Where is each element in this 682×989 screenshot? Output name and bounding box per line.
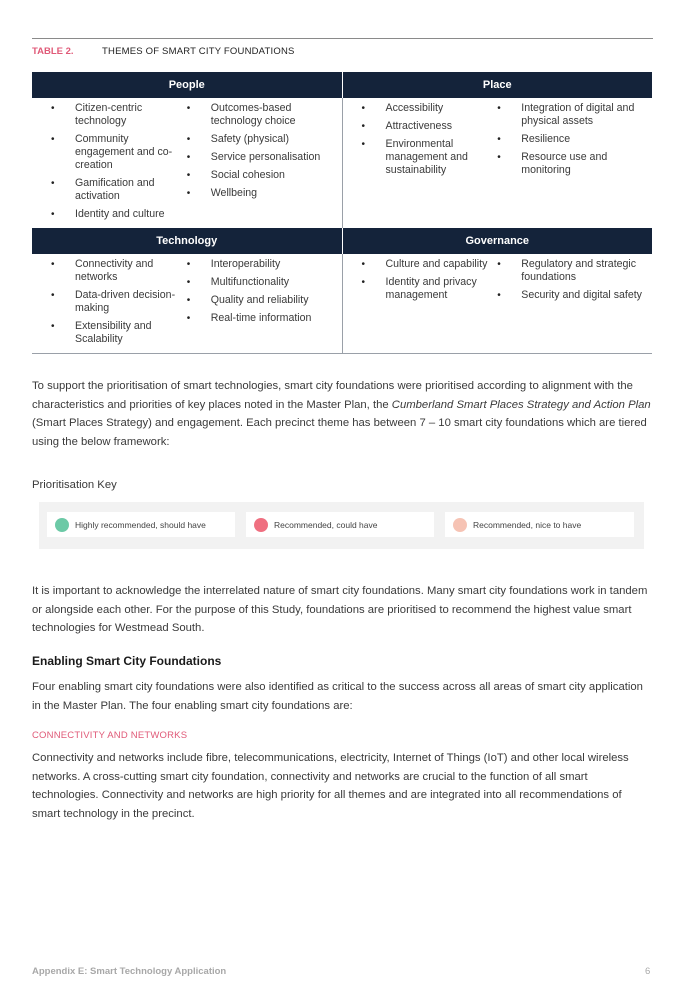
foundation-list bbox=[343, 102, 498, 182]
foundation-list bbox=[32, 258, 187, 351]
intro-paragraph: To support the prioritisation of smart technologies, smart city foundations were prioritised according to alignment with the characteristics and priorities of key places noted in the Master Plan, the Cumberland Smart Places Strategy and Action Plan (Smart Places Strategy) and engagement. Each precinct theme has between 7 – 10 smart city foundations which are tiered using the below framework: bbox=[32, 380, 651, 448]
foundation-item: • Resource use and monitoring bbox=[497, 151, 652, 177]
foundation-item: • Outcomes-based technology choice bbox=[187, 102, 342, 128]
foundation-item: • Interoperability bbox=[187, 258, 342, 271]
foundation-item: • Accessibility bbox=[343, 102, 498, 115]
table-caption bbox=[32, 46, 295, 57]
foundation-item: • Quality and reliability bbox=[187, 294, 342, 307]
foundation-item: • Real-time information bbox=[187, 312, 342, 325]
foundation-item: • Extensibility and Scalability bbox=[32, 320, 187, 346]
foundation-item: • Multifunctionality bbox=[187, 276, 342, 289]
theme-cell bbox=[342, 254, 652, 354]
foundation-list bbox=[187, 258, 342, 351]
header-rule bbox=[32, 38, 653, 39]
prioritisation-key-label: Prioritisation Key bbox=[32, 479, 117, 491]
foundation-list bbox=[343, 258, 498, 307]
table-header-row bbox=[32, 228, 652, 254]
theme-cell bbox=[32, 254, 342, 354]
foundation-list bbox=[187, 102, 342, 226]
interrelated-paragraph: It is important to acknowledge the interrelated nature of smart city foundations. Many smart city foundations work in tandem or alongside each other. For the purpose of this Study, foundations are prioritised to recommend the highest value smart technologies for Westmead South. bbox=[32, 585, 648, 634]
foundation-item: • Service personalisation bbox=[187, 151, 342, 164]
foundation-item: • Social cohesion bbox=[187, 169, 342, 182]
foundation-item: • Citizen-centric technology bbox=[32, 102, 187, 128]
footer-title: Appendix E: Smart Technology Application bbox=[32, 966, 227, 977]
table-body-row bbox=[32, 254, 652, 354]
theme-header: Place bbox=[342, 72, 652, 98]
connectivity-paragraph: Connectivity and networks include fibre, telecommunications, electricity, Internet of Things (IoT) and other local wireless networks. A cross-cutting smart city foundation, connectivity and networks are crucial to the function of all smart technologies. Connectivity and networks are high priority for all themes and are integrated into all recommendations of smart technology in the precinct. bbox=[32, 752, 629, 820]
foundation-item: • Gamification and activation bbox=[32, 177, 187, 203]
foundation-list bbox=[32, 102, 187, 226]
green-dot-icon bbox=[55, 518, 69, 532]
prioritisation-key bbox=[39, 502, 644, 549]
foundation-item: • Environmental management and sustainability bbox=[343, 138, 498, 177]
theme-header: Technology bbox=[32, 228, 342, 254]
foundation-item: • Attractiveness bbox=[343, 120, 498, 133]
red-dot-icon bbox=[254, 518, 268, 532]
foundation-item: • Regulatory and strategic foundations bbox=[497, 258, 652, 284]
foundation-item: • Safety (physical) bbox=[187, 133, 342, 146]
foundation-item: • Identity and culture bbox=[32, 208, 187, 221]
enabling-paragraph: Four enabling smart city foundations were also identified as critical to the success across all areas of smart city application in the Master Plan. The four enabling smart city foundations are: bbox=[32, 681, 643, 712]
foundation-item: • Integration of digital and physical assets bbox=[497, 102, 652, 128]
theme-cell bbox=[32, 98, 342, 228]
foundation-item: • Connectivity and networks bbox=[32, 258, 187, 284]
theme-header: People bbox=[32, 72, 342, 98]
page-number: 6 bbox=[645, 966, 651, 977]
foundation-item: • Identity and privacy management bbox=[343, 276, 498, 302]
key-item-recommended: Recommended, could have bbox=[246, 512, 434, 537]
themes-table bbox=[32, 72, 652, 354]
table-header-row bbox=[32, 72, 652, 98]
peach-dot-icon bbox=[453, 518, 467, 532]
key-item-highly-recommended: Highly recommended, should have bbox=[47, 512, 235, 537]
subheading: CONNECTIVITY AND NETWORKS bbox=[32, 730, 188, 741]
section-heading: Enabling Smart City Foundations bbox=[32, 654, 222, 668]
table-title: THEMES OF SMART CITY FOUNDATIONS bbox=[102, 46, 295, 57]
foundation-item: • Wellbeing bbox=[187, 187, 342, 200]
foundation-item: • Data-driven decision-making bbox=[32, 289, 187, 315]
key-item-nice-to-have: Recommended, nice to have bbox=[445, 512, 634, 537]
theme-cell bbox=[342, 98, 652, 228]
theme-header: Governance bbox=[342, 228, 652, 254]
table-body-row bbox=[32, 98, 652, 228]
foundation-item: • Resilience bbox=[497, 133, 652, 146]
foundation-item: • Culture and capability bbox=[343, 258, 498, 271]
foundation-list bbox=[497, 258, 652, 307]
foundation-item: • Community engagement and co-creation bbox=[32, 133, 187, 172]
foundation-list bbox=[497, 102, 652, 182]
foundation-item: • Security and digital safety bbox=[497, 289, 652, 302]
table-number: TABLE 2. bbox=[32, 46, 74, 57]
